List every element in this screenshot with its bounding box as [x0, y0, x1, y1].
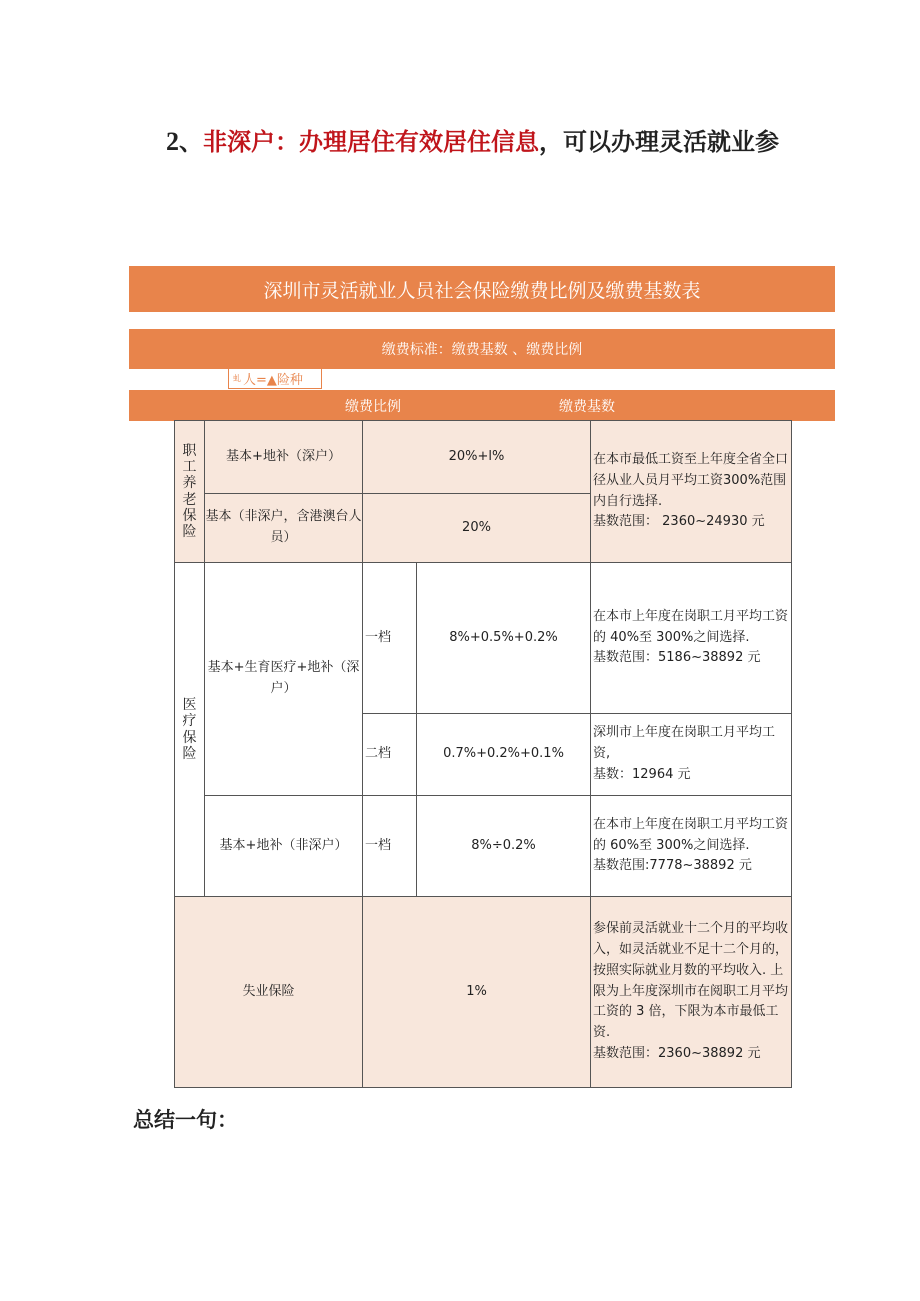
table-row [175, 421, 792, 494]
medical-base-1-desc: 在本市上年度在岗职工月平均工资的 40%至 300%之间选择. [593, 608, 789, 645]
medical-type-local: 基本+生育医疗+地补（深户） [205, 563, 363, 796]
pension-ratio-local: 20%+l% [363, 421, 591, 494]
insurance-table [174, 420, 792, 1088]
section-heading [166, 122, 779, 157]
pension-base-cell [591, 421, 792, 563]
medical-base-1 [591, 563, 792, 714]
pension-type-local: 基本+地补（深户） [205, 421, 363, 494]
medical-base-nonlocal [591, 796, 792, 897]
unemployment-base-range: 基数范围：2360~38892 元 [593, 1045, 761, 1061]
medical-label: 医疗保险 [182, 697, 197, 762]
table-row [175, 897, 792, 1088]
unemployment-ratio: 1% [363, 897, 591, 1088]
heading-highlight: 非深户：办理居住有效居住信息 [203, 128, 539, 156]
medical-type-nonlocal: 基本+地补（非深户） [205, 796, 363, 897]
heading-rest: ，可以办理灵活就业参 [539, 128, 779, 156]
column-header-ratio: 缴费比例 [345, 398, 401, 415]
pension-label-cell [175, 421, 205, 563]
unemployment-base-desc: 参保前灵活就业十二个月的平均收入，如灵活就业不足十二个月的，按照实际就业月数的平均收入. 上限为上年度深圳市在阅职工月平均工资的 3 倍，下限为本市最低工资. [593, 921, 789, 1041]
heading-number: 2 [166, 127, 179, 156]
column-header-row [129, 390, 835, 421]
pension-base-range: 基数范围： 2360~24930 元 [593, 514, 765, 530]
table-title: 深圳市灵活就业人员社会保险缴费比例及缴费基数表 [129, 266, 835, 312]
medical-label-cell [175, 563, 205, 897]
medical-tier-nonlocal: 一档 [363, 796, 417, 897]
medical-ratio-2: 0.7%+0.2%+0.1% [417, 714, 591, 796]
corner-label: 人=▲险种 [243, 373, 303, 388]
medical-base-2-desc: 深圳市上年度在岗职工月平均工资, [593, 725, 776, 762]
unemployment-base [591, 897, 792, 1088]
medical-base-2-range: 基数：12964 元 [593, 766, 691, 782]
heading-separator: 、 [179, 128, 203, 156]
medical-ratio-nonlocal: 8%÷0.2% [417, 796, 591, 897]
corner-header [228, 368, 322, 389]
table-standard-row: 缴费标准：缴费基数 、缴费比例 [129, 329, 835, 369]
table-row [175, 563, 792, 714]
pension-base-desc: 在本市最低工资至上年度全省全口径从业人员月平均工资300%范围内自行选择. [593, 451, 789, 509]
medical-base-2 [591, 714, 792, 796]
table-row [175, 796, 792, 897]
medical-ratio-1: 8%+0.5%+0.2% [417, 563, 591, 714]
pension-ratio-nonlocal: 20% [363, 494, 591, 563]
medical-tier-2: 二档 [363, 714, 417, 796]
medical-tier-1: 一档 [363, 563, 417, 714]
medical-base-nonlocal-range: 基数范围:7778~38892 元 [593, 858, 752, 874]
pension-type-nonlocal: 基本（非深户，含港澳台人员） [205, 494, 363, 563]
pension-label: 职工养老保险 [182, 443, 197, 540]
summary-heading: 总结一句： [133, 1108, 238, 1132]
corner-small-mark: 虬 [233, 374, 241, 383]
unemployment-label: 失业保险 [175, 897, 363, 1088]
medical-base-nonlocal-desc: 在本市上年度在岗职工月平均工资的 60%至 300%之间选择. [593, 816, 789, 853]
medical-base-1-range: 基数范围：5186~38892 元 [593, 650, 761, 666]
column-header-base: 缴费基数 [559, 398, 615, 415]
